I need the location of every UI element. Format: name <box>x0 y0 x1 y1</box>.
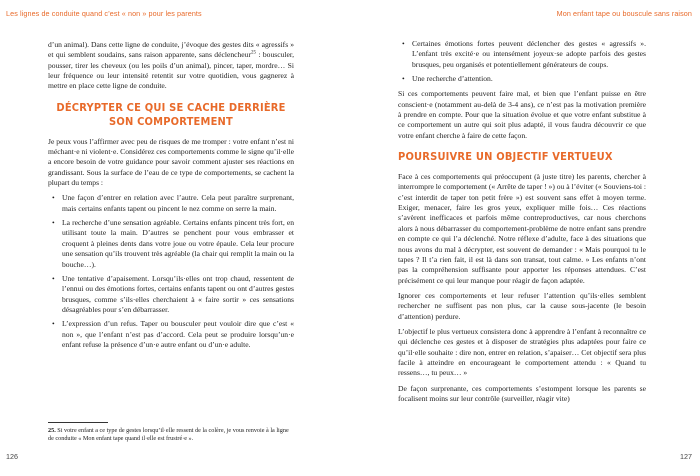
paragraph: Face à ces comportements qui préoccupent (à juste titre) les parents, chercher à interrompre le comportement (« Arrête de taper ! ») ou à l’éviter (« Souviens-toi : c’est interdit de taper ton petit frère ») est souvent sans effet à moyen terme. Exiger, menacer, faire les gros yeux, expliquer mille fois… Ces réactions s’avèrent inefficaces et parfois même contreproductives, car nous cherchons alors à nous débarrasser du comportement-problème de notre enfant sans prendre en compte ce qui l’a déclenché. Notre réflexe d’adulte, face à des situations que nous avons du mal à décrypter, est souvent de demander : « Mais pourquoi tu le tapes ? Il t’a rien fait, il est là dans son transat, tout calme. » Les enfants n’ont pas la compréhension suffisante pour apporter les réponses attendues. C’est précisément ce qui leur manque pour réagir de façon adaptée. <box>398 172 646 285</box>
running-header-left: Les lignes de conduite quand c’est « non » pour les parents <box>6 9 202 18</box>
list-item: • Certaines émotions fortes peuvent déclencher des gestes « agressifs ». L’enfant très excité·e ou intensément joyeux·se adopte parfois des gestes brusques, peu organisés et potentiellement générateurs de coups. <box>412 39 646 70</box>
paragraph: Ignorer ces comportements et leur refuser l’attention qu’ils·elles semblent rechercher ne suffisent pas non plus, car la cause sous-jacente (le besoin d’attention) perdure. <box>398 290 646 321</box>
paragraph: d’un animal). Dans cette ligne de conduite, j’évoque des gestes dits « agressifs » et qui semblent soudains, sans raison apparente, sans déclencheur$^{25}$ : bousculer, pousser, tirer les cheveux (ou les poils d’un animal), pincer, taper, mordre… Si leur fréquence ou leur intensité retentit sur votre quotidien, vous gagnerez à mettre en place cette ligne de conduite. <box>48 40 294 91</box>
bullet-list <box>48 193 294 350</box>
bullet-list <box>398 39 646 84</box>
footnote-ref[interactable]: 25 <box>250 50 256 56</box>
footnote-divider <box>48 422 108 423</box>
list-item: • L’expression d’un refus. Taper ou bousculer peut vouloir dire que c’est « non », que l’enfant n’est pas d’accord. Cela peut se produire lorsqu’un·e enfant refuse la présence d’un·e autre enfant ou d’un·e adulte. <box>62 319 294 350</box>
running-header-right: Mon enfant tape ou bouscule sans raison <box>556 9 692 18</box>
right-page-column <box>398 39 646 409</box>
page-number-left: 126 <box>6 452 18 461</box>
paragraph: De façon surprenante, ces comportements s’estompent lorsque les parents se focalisent moins sur leur contrôle (surveiller, réagir vite) <box>398 383 646 403</box>
section-heading: POURSUIVRE UN OBJECTIF VERTUEUX <box>398 150 613 164</box>
paragraph: Si ces comportements peuvent faire mal, et bien que l’enfant puisse en être conscient·e (notamment au-delà de 3-4 ans), ce n’est pas la motivation première à prendre en compte. Pour que la situation évolue et que votre enfant substitue à ce comportement un autre qui soit plus adapté, il vous faudra découvrir ce que votre enfant cherche à faire de cette façon. <box>398 89 646 140</box>
list-item: • La recherche d’une sensation agréable. Certains enfants pincent très fort, en utilisant toute la main. D’autres se penchent pour vous embrasser et croquent à pleines dents dans votre joue ou votre épaule. Cela leur procure une sensation qu’ils trouvent très agréable (la chair qui remplit la main ou la bouche…). <box>62 218 294 270</box>
list-item: • Une tentative d’apaisement. Lorsqu’ils·elles ont trop chaud, ressentent de l’ennui ou des émotions fortes, certains enfants tapent ou ont d’autres gestes brusques, comme s’ils·elles cherchaient à « faire sortir » ces sensations désagréables pour s’en débarrasser. <box>62 274 294 315</box>
paragraph: L’objectif le plus vertueux consistera donc à apprendre à l’enfant à reconnaître ce qui déclenche ces gestes et à disposer de stratégies plus adaptées pour faire ce qu’il·elle souhaite : dire non, entrer en relation, s’apaiser… Cet objectif sera plus facile à atteindre en encourageant le comportement attendu : « Quand tu ressens…, tu peux… » <box>398 326 646 378</box>
footnote: 25. Si votre enfant a ce type de gestes lorsqu’il·elle ressent de la colère, je vous renvoie à la ligne de conduite « Mon enfant tape quand il·elle est frustré·e ». <box>48 427 289 442</box>
list-item: • Une recherche d’attention. <box>412 74 646 84</box>
page-number-right: 127 <box>680 452 692 461</box>
section-heading: DÉCRYPTER CE QUI SE CACHE DERRIÈRE SON COMPORTEMENT <box>56 100 286 128</box>
left-page-column <box>48 40 294 355</box>
list-item: • Une façon d’entrer en relation avec l’autre. Cela peut paraître surprenant, mais certains enfants tapent ou pincent le nez comme on serre la main. <box>62 193 294 214</box>
paragraph: Je peux vous l’affirmer avec peu de risques de me tromper : votre enfant n’est ni méchant·e ni violent·e. Considérez ces comportements comme le signe qu’il·elle a encore besoin de votre guidance pour savoir comment ajuster ses réactions en grandissant. Sous la surface de l’eau de ce type de comportements, se cachent la plupart du temps : <box>48 136 294 188</box>
